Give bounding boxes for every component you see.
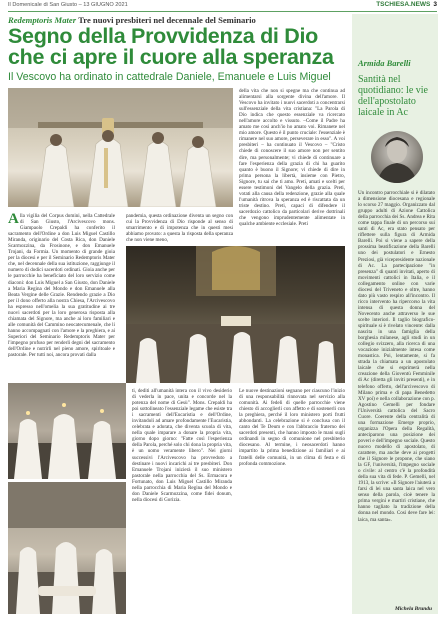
header-rule [8,11,437,12]
article-column-4 [132,388,232,614]
cathedral-altar-photo [126,246,345,383]
candles-photo [8,383,126,479]
sidebar-headline: Santità nel quotidiano: le vie dell'apostolato laicale in Ac [358,74,428,118]
sidebar-article [352,14,438,614]
sidebar-body: Un incontro parrocchiale si è dilatato a dimensione diocesana e regionale lo scorso 27 maggio. Organizzato dal gruppo adulti di Azione Cattolica della parrocchia dei Ss. Andrea e Rita come tappa finale di un percorso sui santi di Ac, era stato pensato per riflettere sulla figura di Armida Barelli. Poi si viene a sapere della prossima beatificazione della Barelli uno dei postulatori e Ernesto Preziosi, già vicepresidente nazionale di Ac. La partecipazione "in presenza" di quanti invitati, aperto di movimenti cattolici in Italia, e il collegamento online con varie diocesi del Triveneto e oltre, hanno dato più vasto respiro all'incontro. Il ricco intervento ha ripercorso la vita intensa di questa donna del Novecento anche attraverso le sue scelte interiori. Il taglio biografico-spirituale si è rivelato vincente: dalla nascita in una famiglia della borghesia milanese, agli studi in un collegio svizzero, alla ricerca di una vocazione inizialmente intesa come monastica. Poi, lentamente, si fa strada la chiamata a un apostolato laicale che si esprimerà nella creazione della Gioventù Femminile di Ac (diretta gli inviti presenti), e in telefono offerto, dell'arcivescovo di Milano prima e di papa Benedetto XV poi) e nella collaborazione con p. Agostino Gemelli per fondare l'Università cattolica del Sacro Cuore. Coerente della centralità di una formazione Emerge proprio, organizza l'Opera della Regalità, anteciparono una posizione dei poveri e dell'impegno sociale. Questo nuovo modello di apostolato, di carattere, ma anche deve ai progetti che il Signore le propone, che siano la GF, l'università, l'impegno sociale o civile: al centro c'è la profondità della sua vita di fede. P. Gemelli, nel 1913, la scrive: «Il Signore l'aiuterà a farsi di lei una santa laica nel vero senso della parola, cioè tenere la prima vergini e martiri cristiane, che hanno tagliato la tradizione della donna nel mondo. Così deve fare lei: laica, ma santa». [358,190,435,523]
sidebar-author: Michela Brundu [395,606,432,612]
column-5-text: Le nuove destinazioni segnano per ciascuno l'inizio di una responsabilità rinnovata nel servizio alla comunità. Ai fedeli di quelle parrocchie viene chiesto di accoglierli con affetto e di sostenerli con la preghiera, perché il loro ministero porti frutti abbondanti. La celebrazione si è conclusa con il canto del Te Deum e con l'abbraccio fraterno dei sacerdoti presenti, che hanno imposto le mani sugli ordinandi in segno di comunione nel presbiterio diocesano. Al termine, i neosacerdoti hanno impartito la prima benedizione ai familiari e ai fratelli delle comunità, in un clima di festa e di profonda commozione. [239,388,345,467]
drop-cap: A [8,213,19,227]
article-headline: Segno della Provvidenza di Dio che ci apre il cuore alla speranza [8,24,334,69]
ordination-photo [8,88,233,207]
article-subhead: Il Vescovo ha ordinato in cattedrale Daniele, Emanuele e Luis Miguel [8,71,331,83]
sidebar-brand: Armida Barelli [358,58,411,68]
article-column-3 [239,88,345,246]
issue-label: Il Domenicale di San Giusto – 13 GIUGNO 2021 [8,2,128,8]
column-2-text: pandemia, questa ordinazione diventa un segno con cui la Provvidenza di Dio risponde al senso di smarrimento e di impotenza che in questi mesi abbiamo provato: a questa la risposta della speranza che non viene meno, [126,213,233,244]
kicker-text: Tre nuovi presbiteri nel decennale del Seminario [78,15,256,25]
column-4-text: ti, dediti all'umanità intera con il vivo desiderio di vederla in pace, unita e concorde nel la potenza del nome di Gesù". Mons. Crepaldi ha poi sottolineato l'essenziale legame che esiste tra i sacramenti dell'Eucaristia e dell'Ordine, invitandoli ad amare profondamente l'Eucaristia, celebrata e adorata, che diventa scuola di vita, nella quale imparare a donare la propria vita, giorno dopo giorno: "Fatte così l'esperienza della Parola, perché solo chi dona la propria vita, è un uomo veramente libero". Nei giorni successivi l'Arcivescovo ha provveduto a destinare i nuovi incarichi ai tre presbiteri. Don Emanuele Trojani inizierà il suo ministero pastorale nella parrocchia del Ss. Ermacora e Fortunato, don Luis Miguel Castillo Miranda nella parrocchia di Maria Regina del Mondo e don Daniele Scarmozzina, come fidei donum, nella diocesi di Gorizia. [132,388,232,503]
article-column-1 [8,213,115,381]
main-article [8,14,345,614]
column-1-text: lla vigilia del Corpus domini, nella Cattedrale di San Giusto, l'Arcivescovo mons. Giampaolo Crepaldi ha conferito il sacramento dell'Ordine a don Luis Miguel Castillo Miranda, originario del Costa Rica, don Daniele Scarmozzina, da Frosinone, e don Emanuele Trojani, da Formia. Un momento di grande gioia per la diocesi e per il Seminario Redemptoris Mater che, nel decennale della sua istituzione, raggiunge il numero di dodici sacerdoti ordinati. Gioia anche per le parrocchie ha beneficiato del loro servizio come diaconi: don Luis Miguel a San Giusto, don Daniele a Maria Regina del Mondo e don Emanuele alla Beata Vergine delle Grazie. Rendendo grazie a Dio per il dono offerto alla nostra Chiesa, l'Arcivescovo ha espresso nell'omelia la sua gratitudine ai tre nuovi sacerdoti per la loro generosa risposta alla chiamata del Signore, ma anche ai loro familiari e alle comunità del Cammino neocatecumenale, che li hanno accompagnati con l'amore e la preghiera, e ai Superiori del Seminario Redemptoris Mater per l'impegno profuso per renderli degni del sacramento dell'Ordine e nutrirli nel pieno amore, spiritoale e pastorale. Per tutti noi, ancora provati dalla [8,213,115,359]
section-label [376,1,437,8]
article-column-5 [239,388,345,614]
article-column-2 [126,213,233,246]
column-3-text: della vita che non si spegne ma che continua ad alimentarsi alla sorgente divina dell'amore. Il Vescovo ha invitato i nuovi sacerdoti a concentrarsi sull'essenziale della vita cristiana: "La Parola di Dio indica che questo essenziale va ricercato nell'amore accolto e vissuto. –Come il Padre ha amato me così anch'io ho amato voi. Rimanete nel mio amore. Questo è il punto cruciale: l'essenziale è rimanere nel suo amore, perseverare in esso". A voi presbiteri – ha continuato il Vescovo – "Cristo chiede di conoscere il suo amore non per sentito dire, ma personalmente; vi chiede di continuare a fare l'esperienza della grazia di chi ha guarito quanto è buono il Signore; vi chiede di dire in prima persona la libertà, insieme con Pietro, Signore, tu sai che ti amo. Preti, amati e scelti per essere testimoni del Vangelo della grazia. Preti, votati alla causa della redenzione, grazie alla quale l'umanità ritrova la speranza ed è riscattata da un triste destino. Preti, capaci di difendere il sacerdozio cattolico da particolari derive dottrinali che vengono imprudentemente alimentate in qualche ambiente ecclesiale. Preti [239,88,345,228]
portrait-photo [371,131,423,183]
page-number: 3 [433,1,437,8]
prostration-photo [8,482,126,614]
section-name: TSCHIESA.NEWS [376,1,431,8]
kicker-tag: Redemptoris Mater [8,15,77,25]
